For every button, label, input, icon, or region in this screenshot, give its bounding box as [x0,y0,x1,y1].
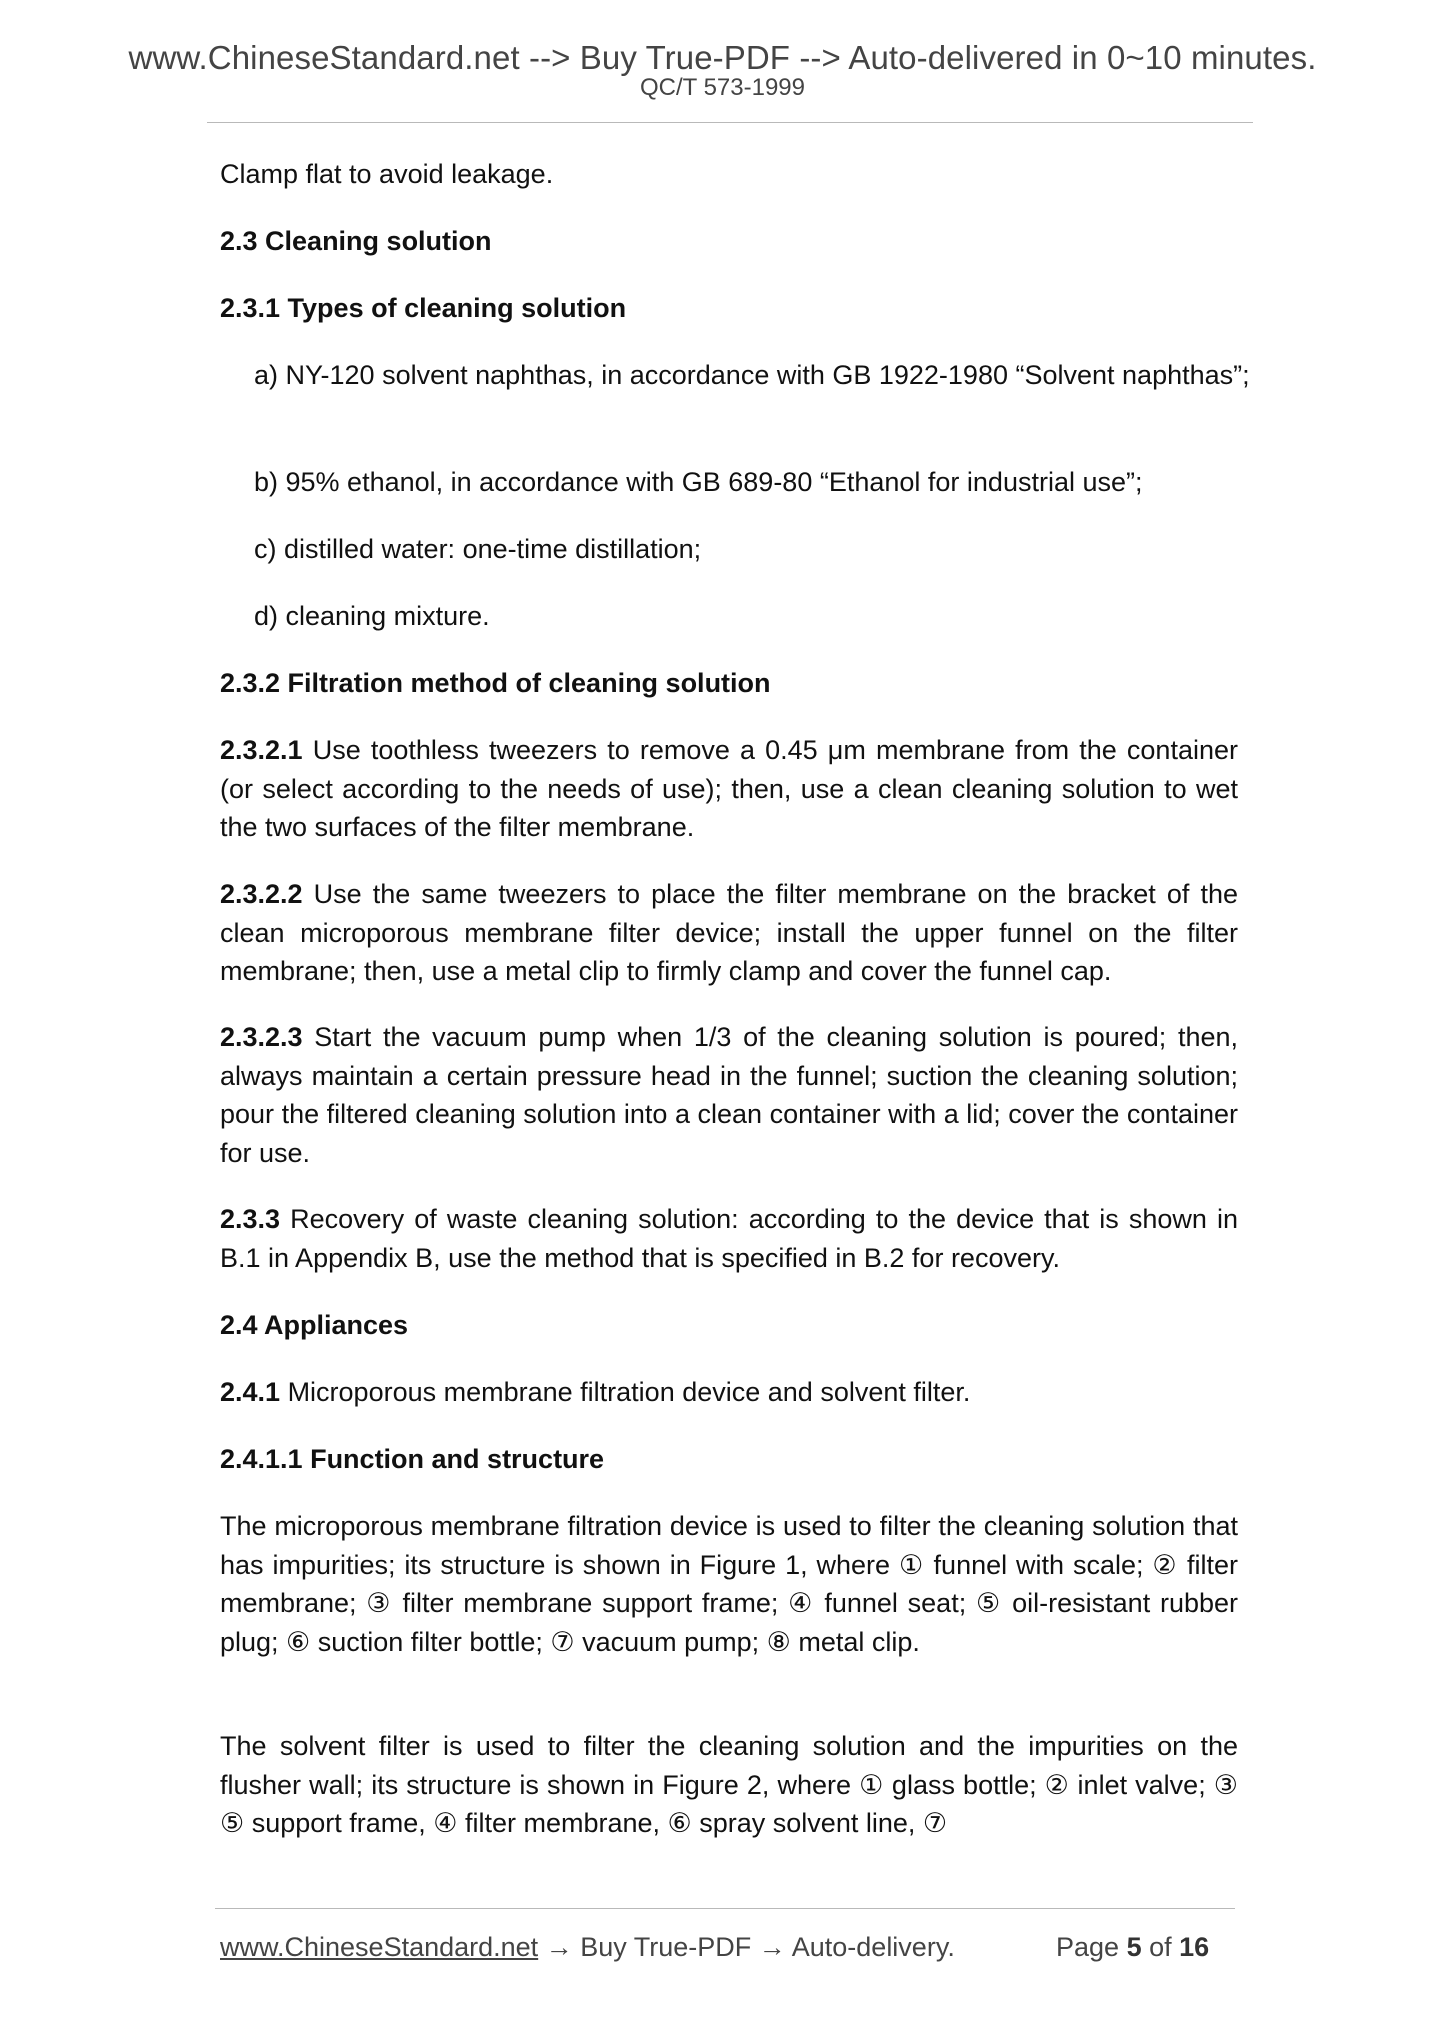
clause-number: 2.3.2.1 [220,735,303,765]
list-item-c: c) distilled water: one-time distillation; [254,534,702,564]
page-word: Page [1056,1932,1127,1962]
clause-text: Use toothless tweezers to remove a 0.45 μm membrane from the container (or select according to the needs of use); then, use a clean cleaning solution to wet the two surfaces of the filter membrane. [220,735,1238,842]
paragraph-solvent-filter: The solvent filter is used to filter the cleaning solution and the impurities on the flusher wall; its structure is shown in Figure 2, where ① glass bottle; ② inlet valve; ③ ⑤ support frame, ④ filter membrane, ⑥ spray solvent line, ⑦ [220,1731,1238,1838]
footer-left [220,1929,955,1965]
footer-divider [215,1908,1235,1909]
standard-number: QC/T 573-1999 [640,74,805,101]
clause-number: 2.3.2.3 [220,1022,303,1052]
clause-2-3-2-3 [220,1018,1238,1172]
clause-2-3-3 [220,1200,1238,1277]
clause-text: Start the vacuum pump when 1/3 of the cleaning solution is poured; then, always maintain a certain pressure head in the funnel; suction the cleaning solution; pour the filtered cleaning solution into a clean container with a lid; cover the container for use. [220,1022,1238,1168]
clause-number: 2.4.1 [220,1377,281,1407]
clause-number: 2.3.2.2 [220,879,303,909]
heading-2-3-2: 2.3.2 Filtration method of cleaning solution [220,668,771,698]
paragraph-clamp: Clamp flat to avoid leakage. [220,159,554,189]
page-current: 5 [1126,1932,1142,1962]
list-item-b: b) 95% ethanol, in accordance with GB 689-80 “Ethanol for industrial use”; [254,467,1143,497]
header-divider [207,122,1253,123]
footer-tagline: → Buy True-PDF → Auto-delivery. [538,1932,955,1962]
clause-2-3-2-1 [220,731,1238,847]
list-item-d: d) cleaning mixture. [254,601,490,631]
heading-2-3-1: 2.3.1 Types of cleaning solution [220,293,627,323]
list-item-a: a) NY-120 solvent naphthas, in accordance with GB 1922-1980 “Solvent naphthas”; [254,360,1250,390]
heading-2-4-1-1: 2.4.1.1 Function and structure [220,1444,605,1474]
clause-2-4-1 [220,1373,1238,1412]
clause-text: Microporous membrane filtration device and solvent filter. [280,1377,971,1407]
clause-number: 2.3.3 [220,1204,281,1234]
clause-text: Use the same tweezers to place the filter membrane on the bracket of the clean microporous membrane filter device; install the upper funnel on the filter membrane; then, use a metal clip to firmly clamp and cover the funnel cap. [220,879,1238,986]
footer-site-link[interactable]: www.ChineseStandard.net [220,1932,539,1962]
heading-2-3: 2.3 Cleaning solution [220,226,492,256]
page-number [1056,1929,1209,1965]
heading-2-4: 2.4 Appliances [220,1310,409,1340]
paragraph-filtration-device: The microporous membrane filtration device is used to filter the cleaning solution that has impurities; its structure is shown in Figure 1, where ① funnel with scale; ② filter membrane; ③ filter membrane support frame; ④ funnel seat; ⑤ oil-resistant rubber plug; ⑥ suction filter bottle; ⑦ vacuum pump; ⑧ metal clip. [220,1511,1238,1657]
header-banner: www.ChineseStandard.net --> Buy True-PDF --> Auto-delivered in 0~10 minutes. [128,39,1317,76]
page-total: 16 [1179,1932,1210,1962]
clause-2-3-2-2 [220,875,1238,991]
of-word: of [1141,1932,1180,1962]
clause-text: Recovery of waste cleaning solution: according to the device that is shown in B.1 in Appendix B, use the method that is specified in B.2 for recovery. [220,1204,1238,1273]
